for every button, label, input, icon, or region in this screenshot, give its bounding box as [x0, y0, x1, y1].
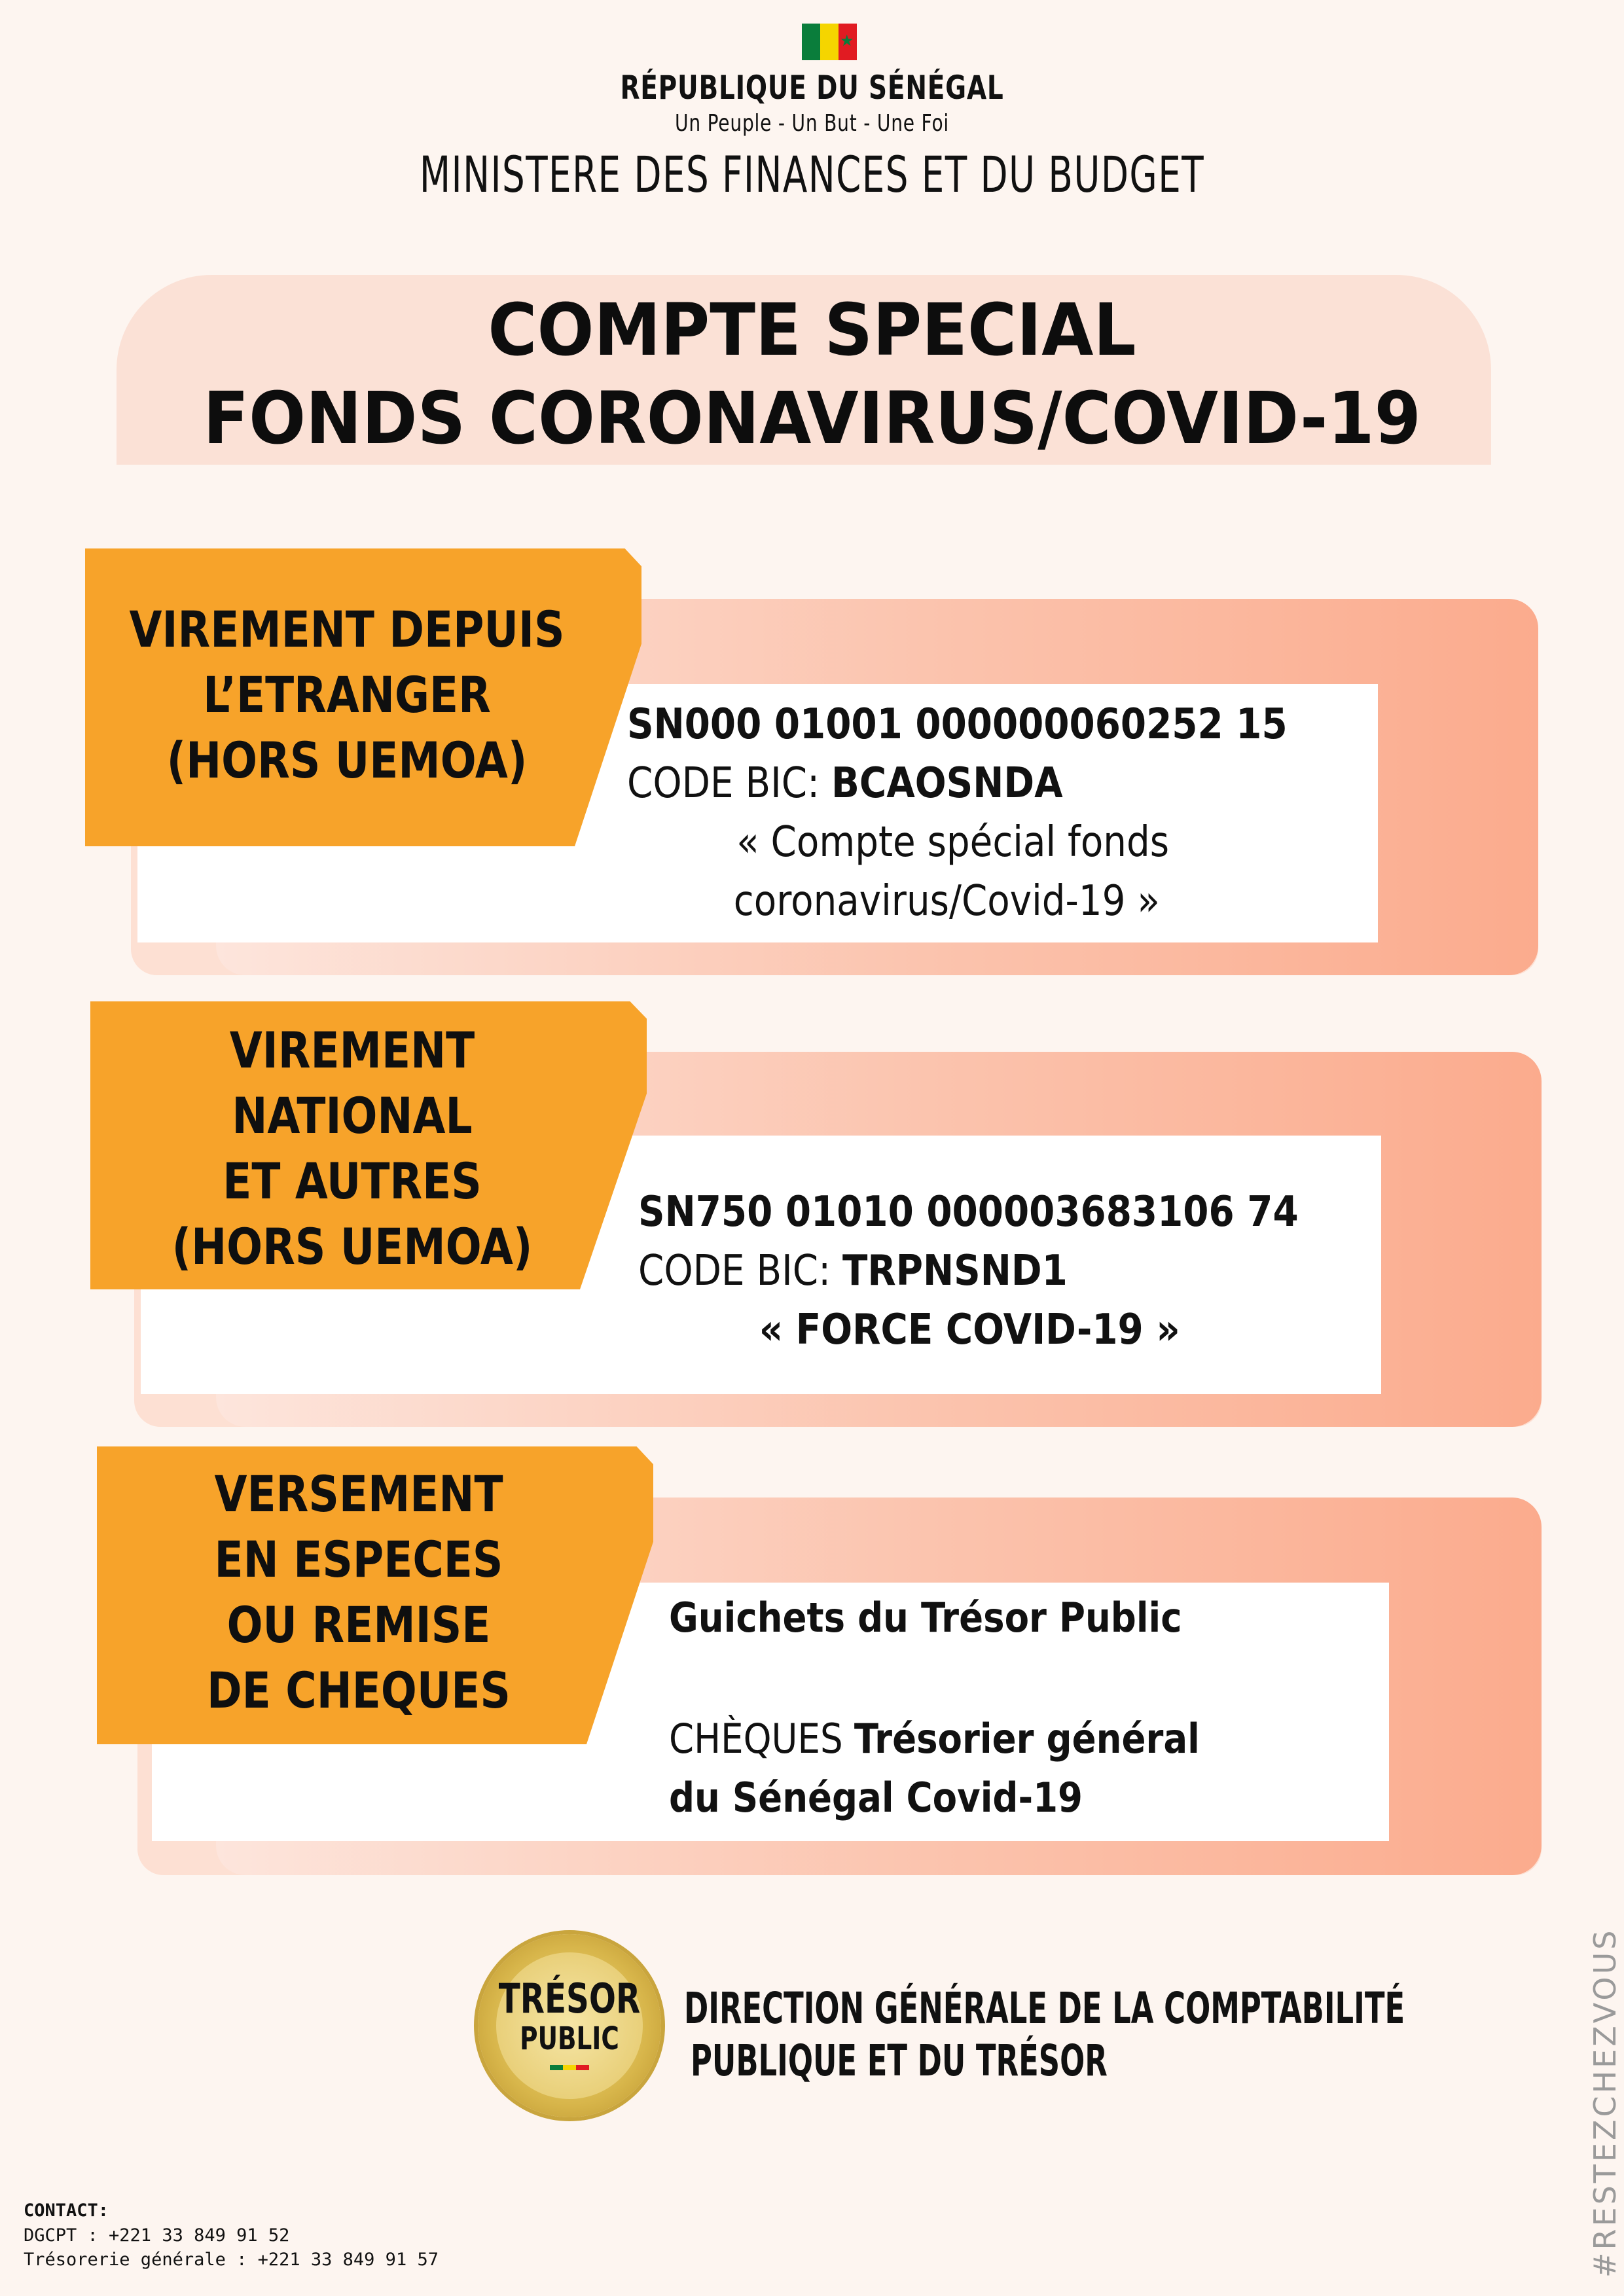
national-motto: Un Peuple - Un But - Une Foi	[674, 110, 950, 137]
direction-line-1: DIRECTION GÉNÉRALE DE LA COMPTABILITÉ	[684, 1983, 1405, 2034]
section-1-bic-prefix: CODE BIC:	[627, 759, 831, 808]
tresor-public-logo	[478, 1934, 661, 2117]
section-2-label	[90, 1018, 614, 1280]
contact-dgcpt: DGCPT : +221 33 849 91 52	[24, 2225, 290, 2246]
section-1-label-line: L’ETRANGER	[203, 666, 491, 724]
section-3-info	[669, 1588, 1200, 1827]
direction-line-2: PUBLIQUE ET DU TRÉSOR	[691, 2036, 1108, 2086]
section-3-label-line: VERSEMENT	[214, 1465, 503, 1523]
title-line-1: COMPTE SPECIAL	[488, 288, 1136, 372]
section-3-label-line: OU REMISE	[226, 1596, 491, 1654]
section-3-cheques-prefix: CHÈQUES	[669, 1715, 854, 1763]
section-1-account: SN000 01001 000000060252 15	[627, 700, 1288, 749]
logo-text-1: TRÉSOR	[498, 1975, 641, 2022]
section-3-cheques-payee: Trésorier général	[854, 1715, 1200, 1763]
section-3-counter-text: Guichets du Trésor Public	[669, 1594, 1182, 1641]
section-1-label-line: (HORS UEMOA)	[166, 731, 528, 789]
section-1-info	[627, 695, 1288, 931]
title-line-2: FONDS CORONAVIRUS/COVID-19	[203, 376, 1421, 460]
logo-text-2: PUBLIC	[520, 2020, 619, 2057]
section-2-label-line: ET AUTRES	[223, 1152, 482, 1210]
star-icon: ★	[840, 32, 854, 50]
section-2-name: « FORCE COVID-19 »	[759, 1306, 1180, 1354]
section-2-info	[638, 1183, 1299, 1359]
section-2-label-line: NATIONAL	[232, 1086, 473, 1145]
section-2-bic-prefix: CODE BIC:	[638, 1247, 842, 1295]
section-1-name-1: « Compte spécial fonds	[736, 818, 1170, 867]
logo-flag-bar	[550, 2065, 589, 2070]
section-2-account: SN750 01010 000003683106 74	[638, 1188, 1299, 1236]
section-3-cheques-payee-2: du Sénégal Covid-19	[669, 1774, 1083, 1821]
ministry-title: MINISTERE DES FINANCES ET DU BUDGET	[419, 145, 1205, 204]
section-1-bic: BCAOSNDA	[831, 759, 1063, 808]
republic-title: RÉPUBLIQUE DU SÉNÉGAL	[620, 69, 1004, 107]
contact-title: CONTACT:	[24, 2200, 109, 2221]
section-1-name-2: coronavirus/Covid-19 »	[733, 877, 1160, 925]
section-3-label	[97, 1462, 621, 1723]
hashtag-text: #RESTEZCHEZVOUS	[1587, 1928, 1623, 2278]
senegal-flag	[802, 24, 857, 60]
section-2-label-line: (HORS UEMOA)	[171, 1217, 533, 1276]
section-3-label-line: DE CHEQUES	[207, 1661, 511, 1719]
contact-tresorerie: Trésorerie générale : +221 33 849 91 57	[24, 2250, 439, 2270]
section-1-label	[85, 597, 609, 793]
section-2-bic: TRPNSND1	[842, 1247, 1068, 1295]
section-3-label-line: EN ESPECES	[214, 1530, 503, 1588]
section-1-label-line: VIREMENT DEPUIS	[129, 600, 565, 658]
section-2-label-line: VIREMENT	[229, 1021, 475, 1079]
